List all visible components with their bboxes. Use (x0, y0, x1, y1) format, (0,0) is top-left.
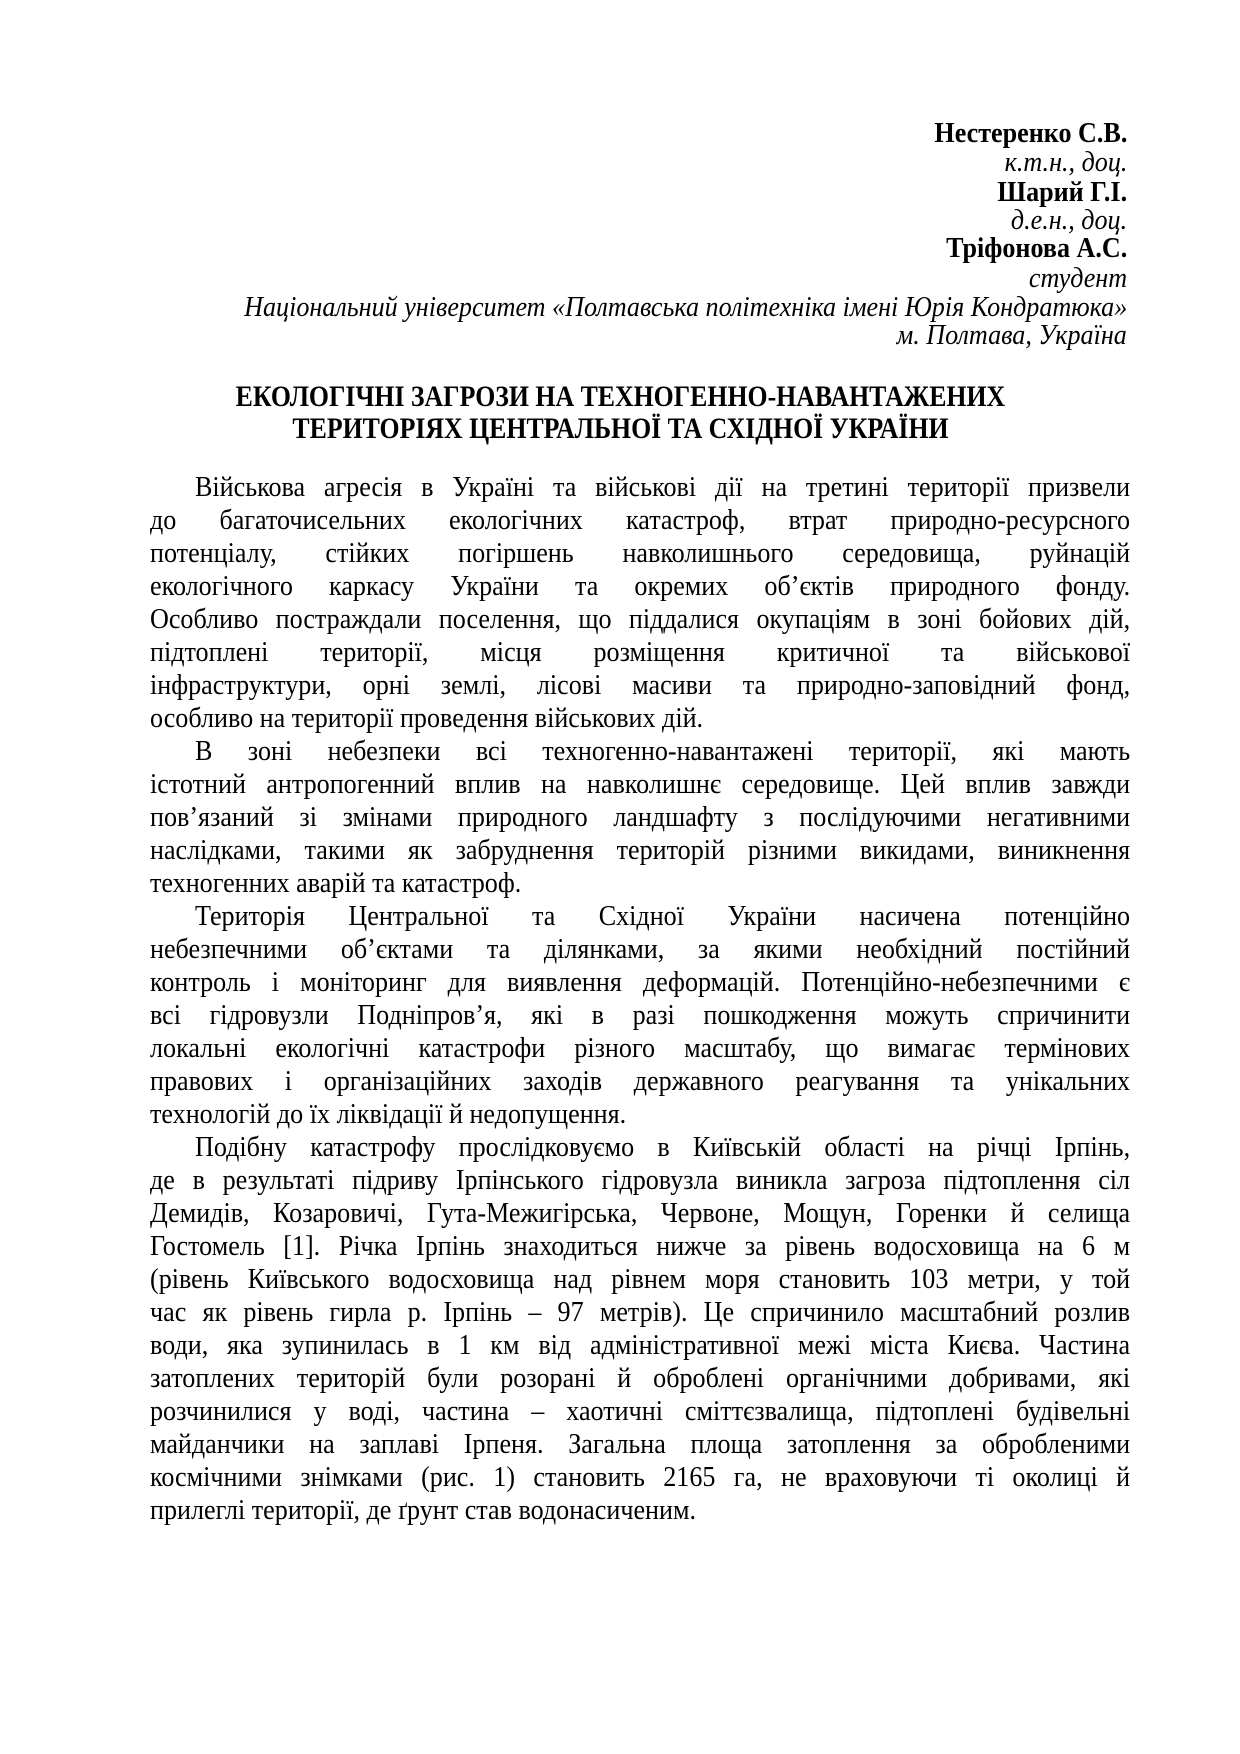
paragraph-line: час як рівень гирла р. Ірпінь – 97 метрів). Це спричинило масштабний розлив (150, 1296, 1131, 1328)
paragraph-line: локальні екологічні катастрофи різного масштабу, що вимагає термінових (150, 1032, 1131, 1064)
paragraph-line: космічними знімками (рис. 1) становить 2165 га, не враховуючи ті околиці й (150, 1461, 1131, 1493)
paragraph-line: води, яка зупинилась в 1 км від адміністративної межі міста Києва. Частина (150, 1329, 1131, 1361)
author-degree: д.е.н., доц. (1010, 204, 1127, 236)
paragraph-line: потенціалу, стійких погіршень навколишнього середовища, руйнацій (150, 537, 1131, 569)
title-line: ТЕРИТОРІЯХ ЦЕНТРАЛЬНОЇ ТА СХІДНОЇ УКРАЇНИ (291, 412, 949, 445)
paragraph-line: наслідками, такими як забруднення територій різними викидами, виникнення (150, 834, 1131, 866)
paragraph-line: Подібну катастрофу прослідковуємо в Київській області на річці Ірпінь, (195, 1131, 1131, 1163)
paragraph-line: розчинилися у воді, частина – хаотичні сміттєзвалища, підтоплені будівельні (150, 1395, 1131, 1427)
paragraph-line: контроль і моніторинг для виявлення деформацій. Потенційно-небезпечними є (150, 966, 1131, 998)
paragraph-line: екологічного каркасу України та окремих об’єктів природного фонду. (150, 570, 1131, 602)
paragraph-line: майданчики на заплаві Ірпеня. Загальна площа затоплення за обробленими (150, 1428, 1131, 1460)
paragraph-line: до багаточисельних екологічних катастроф, втрат природно-ресурсного (150, 504, 1131, 536)
author-name: Тріфонова А.С. (945, 232, 1127, 264)
paragraph-line: затоплених територій були розорані й оброблені органічними добривами, які (150, 1362, 1131, 1394)
paragraph-line: підтоплені території, місця розміщення критичної та військової (150, 636, 1131, 668)
paragraph-line: небезпечними об’єктами та ділянками, за якими необхідний постійний (150, 933, 1131, 965)
paragraph-line: інфраструктури, орні землі, лісові масиви та природно-заповідний фонд, (150, 669, 1131, 701)
author-degree: студент (1028, 262, 1127, 294)
paragraph-line: всі гідровузли Подніпров’я, які в разі пошкодження можуть спричинити (150, 999, 1131, 1031)
title-line: ЕКОЛОГІЧНІ ЗАГРОЗИ НА ТЕХНОГЕННО-НАВАНТАЖЕНИХ (235, 380, 1005, 413)
paragraph-line: де в результаті підриву Ірпінського гідровузла виникла загроза підтоплення сіл (150, 1164, 1131, 1196)
paragraph-line: Гостомель [1]. Річка Ірпінь знаходиться нижче за рівень водосховища на 6 м (150, 1230, 1131, 1262)
paragraph-line: Особливо постраждали поселення, що піддалися окупаціям в зоні бойових дій, (150, 603, 1131, 635)
paragraph-line: Військова агресія в Україні та військові дії на третині території призвели (195, 471, 1131, 503)
paragraph-line: (рівень Київського водосховища над рівнем моря становить 103 метри, у той (150, 1263, 1131, 1295)
paragraph-line: В зоні небезпеки всі техногенно-навантажені території, які мають (195, 735, 1131, 767)
paragraph-line: прилеглі території, де ґрунт став водонасиченим. (150, 1494, 697, 1526)
author-degree: к.т.н., доц. (1004, 146, 1127, 178)
paragraph-line: пов’язаний зі змінами природного ландшафту з послідуючими негативними (150, 801, 1131, 833)
paragraph-line: правових і організаційних заходів державного реагування та унікальних (150, 1065, 1131, 1097)
paragraph-line: особливо на території проведення військових дій. (150, 702, 704, 734)
location: м. Полтава, Україна (896, 319, 1127, 351)
author-name: Нестеренко С.В. (934, 117, 1127, 149)
paragraph-line: технологій до їх ліквідації й недопущення. (150, 1098, 627, 1130)
paragraph-line: істотний антропогенний вплив на навколишнє середовище. Цей вплив завжди (150, 768, 1131, 800)
paragraph-line: Територія Центральної та Східної України насичена потенційно (195, 900, 1131, 932)
paragraph-line: Демидів, Козаровичі, Гута-Межигірська, Червоне, Мощун, Горенки й селища (150, 1197, 1131, 1229)
paragraph-line: техногенних аварій та катастроф. (150, 867, 522, 899)
affiliation: Національний університет «Полтавська політехніка імені Юрія Кондратюка» (243, 291, 1127, 323)
author-name: Шарий Г.І. (997, 176, 1127, 208)
